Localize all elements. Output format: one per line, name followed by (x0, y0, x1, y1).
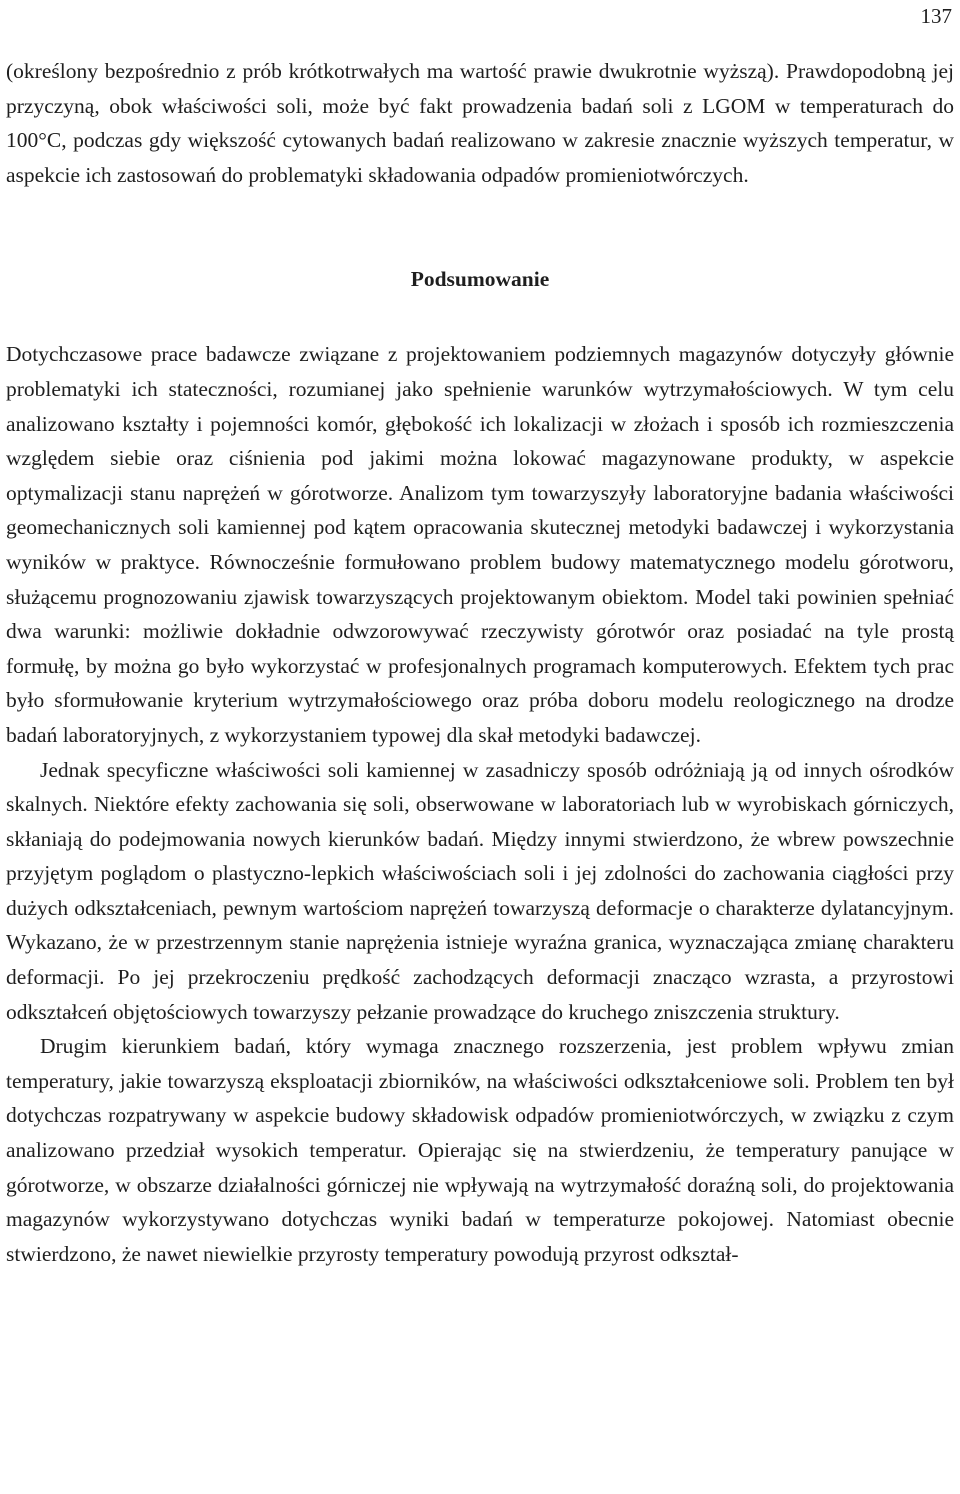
page-content (6, 54, 954, 1271)
page-number: 137 (920, 4, 952, 28)
summary-paragraph-2: Jednak specyficzne właściwości soli kamiennej w zasadniczy sposób odróżniają ją od innych ośrodków skalnych. Niektóre efekty zachowania się soli, obserwowane w laboratoriach lub w wyrobiskach górniczych, skłaniają do podejmowania nowych kierunków badań. Między innymi stwierdzono, że wbrew powszechnie przyjętym poglądom o plastyczno-lepkich właściwościach soli i jej zdolności do zachowania ciągłości przy dużych odkształceniach, pewnym wartościom naprężeń towarzyszą deformacje o charakterze dylatancyjnym. Wykazano, że w przestrzennym stanie naprężenia istnieje wyraźna granica, wyznaczająca zmianę charakteru deformacji. Po jej przekroczeniu prędkość zachodzących deformacji znacząco wzrasta, a przyrostowi odkształceń objętościowych towarzyszy pełzanie prowadzące do kruchego zniszczenia struktury. (6, 757, 954, 1024)
section-heading: Podsumowanie (410, 267, 550, 292)
intro-paragraph: (określony bezpośrednio z prób krótkotrwałych ma wartość prawie dwukrotnie wyższą). Prawdopodobną jej przyczyną, obok właściwości soli, może być fakt prowadzenia badań soli z LGOM w temperaturach do 100°C, podczas gdy większość cytowanych badań realizowano w zakresie znacznie wyższych temperatur, w aspekcie ich zastosowań do problematyki składowania odpadów promieniotwórczych. (6, 59, 954, 187)
summary-paragraph-1: Dotychczasowe prace badawcze związane z projektowaniem podziemnych magazynów dotyczyły głównie problematyki ich stateczności, rozumianej jako spełnienie warunków wytrzymałościowych. W tym celu analizowano kształty i pojemności komór, głębokość ich lokalizacji w złożach i sposób ich rozmieszczenia względem siebie oraz ciśnienia pod jakimi można lokować magazynowane produkty, w aspekcie optymalizacji stanu naprężeń w górotworze. Analizom tym towarzyszyły laboratoryjne badania właściwości geomechanicznych soli kamiennej pod kątem opracowania skutecznej metodyki badawczej i wykorzystania wyników w praktyce. Równocześnie formułowano problem budowy matematycznego modelu górotworu, służącemu prognozowaniu zjawisk towarzyszących projektowanym obiektom. Model taki powinien spełniać dwa warunki: możliwie dokładnie odwzorowywać rzeczywisty górotwór oraz posiadać na tyle prostą formułę, by można go było wykorzystać w profesjonalnych programach komputerowych. Efektem tych prac było sformułowanie kryterium wytrzymałościowego oraz próba doboru modelu reologicznego na drodze badań laboratoryjnych, z wykorzystaniem typowej dla skał metodyki badawczej. (6, 342, 954, 747)
summary-paragraph-3: Drugim kierunkiem badań, który wymaga znacznego rozszerzenia, jest problem wpływu zmian temperatury, jakie towarzyszą eksploatacji zbiorników, na właściwości odkształceniowe soli. Problem ten był dotychczas rozpatrywany w aspekcie budowy składowisk odpadów promieniotwórczych, w związku z czym analizowano przedział wysokich temperatur. Opierając się na stwierdzeniu, że temperatury panujące w górotworze, w obszarze działalności górniczej nie wpływają na wytrzymałość doraźną soli, do projektowania magazynów wykorzystywano dotychczas wyniki badań w temperaturze pokojowej. Natomiast obecnie stwierdzono, że nawet niewielkie przyrosty temperatury powodują przyrost odkształ- (6, 1034, 954, 1266)
